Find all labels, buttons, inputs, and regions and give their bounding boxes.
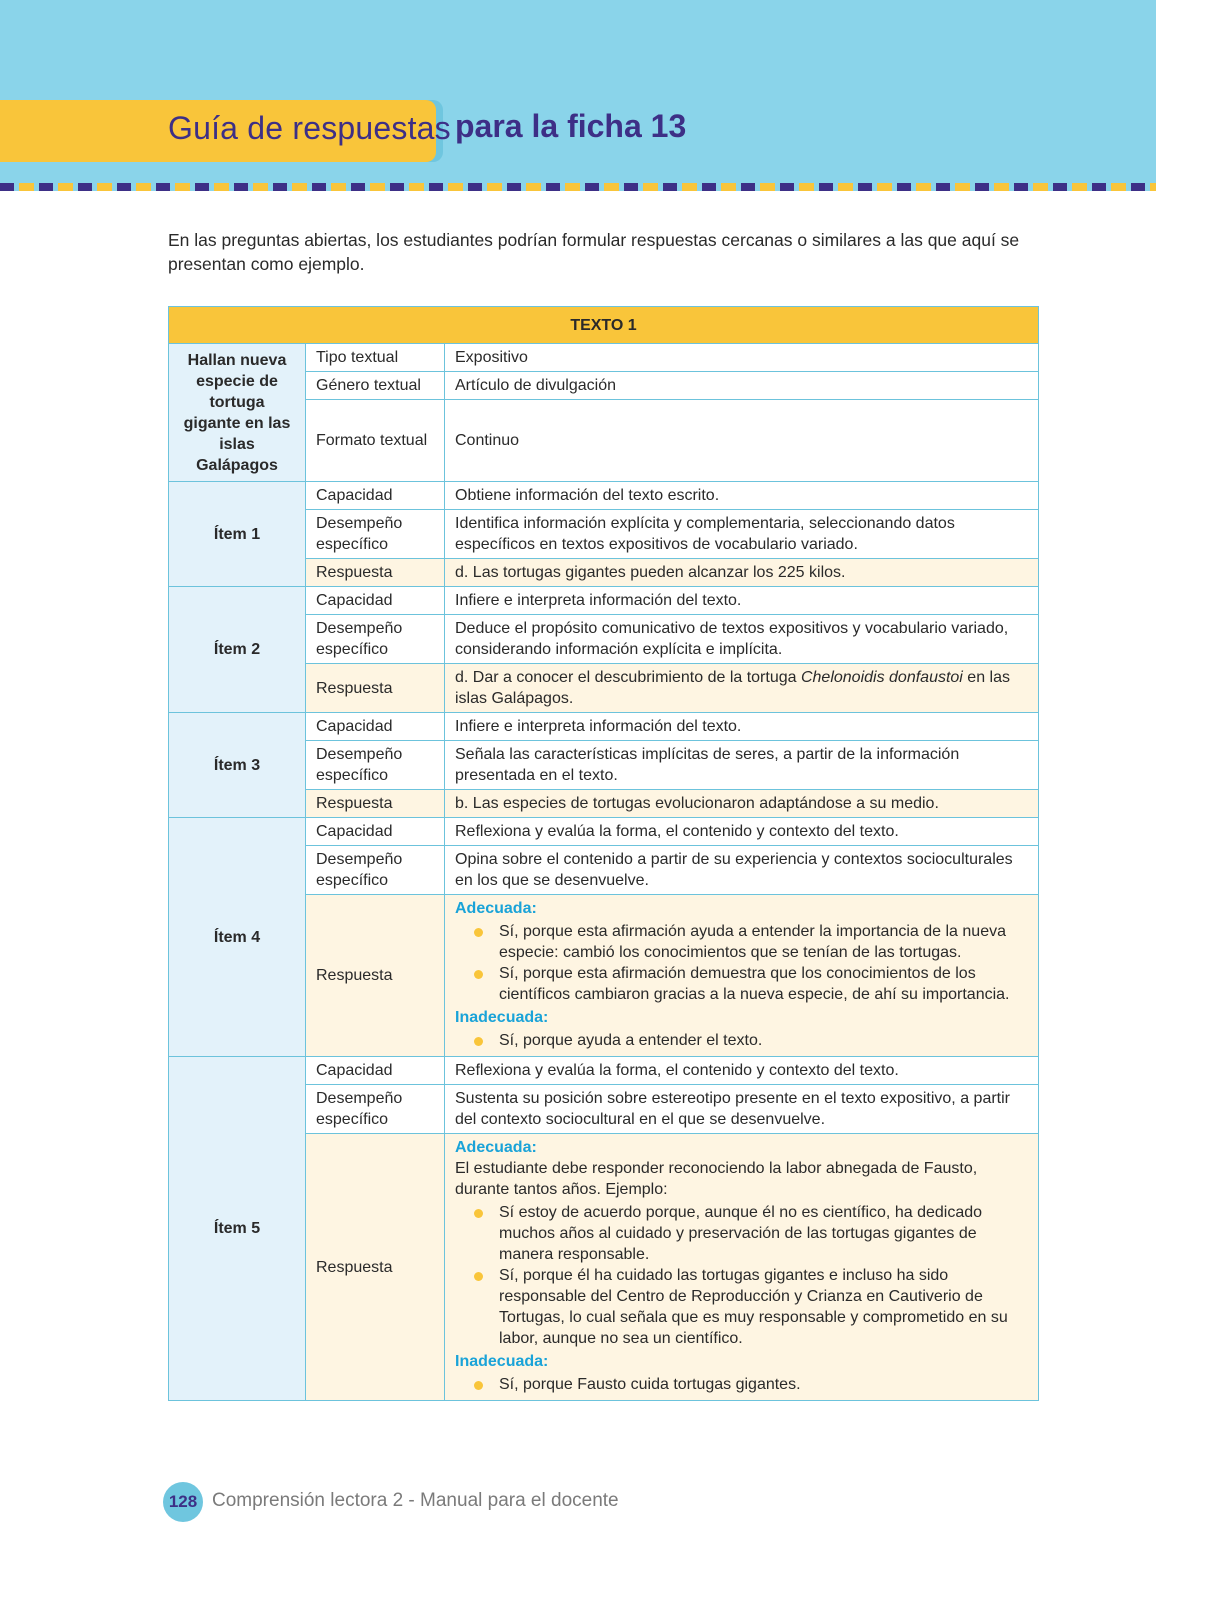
answer-guide-table xyxy=(168,306,1039,1401)
respuesta-value xyxy=(445,1134,1039,1401)
capacidad-value: Obtiene información del texto escrito. xyxy=(445,482,1039,510)
desempeno-label: Desempeño específico xyxy=(306,1085,445,1134)
respuesta-label: Respuesta xyxy=(306,790,445,818)
desempeno-label: Desempeño específico xyxy=(306,615,445,664)
row-value: Expositivo xyxy=(445,344,1039,372)
intro-paragraph: En las preguntas abiertas, los estudiantes podrían formular respuestas cercanas o similares a las que aquí se presentan como ejemplo. xyxy=(168,230,1020,274)
list-item: Sí, porque él ha cuidado las tortugas gigantes e incluso ha sido responsable del Centro de Reproducción y Crianza en Cautiverio de Tortugas, lo cual señala que es muy responsable y comprometido en su labor, aunque no sea un científico. xyxy=(455,1265,1028,1349)
respuesta-label: Respuesta xyxy=(306,1134,445,1401)
page-number-badge: 128 xyxy=(163,1482,203,1522)
capacidad-label: Capacidad xyxy=(306,1057,445,1085)
item-label: Ítem 2 xyxy=(169,587,306,713)
page-title-rest: para la ficha 13 xyxy=(455,108,687,144)
row-value: Artículo de divulgación xyxy=(445,372,1039,400)
capacidad-value: Infiere e interpreta información del texto. xyxy=(445,713,1039,741)
desempeno-label: Desempeño específico xyxy=(306,741,445,790)
row-label: Tipo textual xyxy=(306,344,445,372)
list-item: Sí, porque Fausto cuida tortugas gigantes. xyxy=(455,1374,1028,1395)
page-title-highlight: Guía de respuestas xyxy=(168,110,451,146)
adecuada-intro: El estudiante debe responder reconociendo la labor abnegada de Fausto, durante tantos años. Ejemplo: xyxy=(455,1160,978,1198)
capacidad-label: Capacidad xyxy=(306,587,445,615)
respuesta-value: d. Las tortugas gigantes pueden alcanzar los 225 kilos. xyxy=(445,559,1039,587)
item-label: Ítem 1 xyxy=(169,482,306,587)
footer-book-title: Comprensión lectora 2 - Manual para el docente xyxy=(212,1490,619,1511)
desempeno-value: Señala las características implícitas de seres, a partir de la información presentada en el texto. xyxy=(445,741,1039,790)
desempeno-label: Desempeño específico xyxy=(306,846,445,895)
respuesta-value xyxy=(445,895,1039,1057)
row-value: Continuo xyxy=(445,400,1039,482)
inadecuada-heading: Inadecuada: xyxy=(455,1009,549,1026)
desempeno-value: Deduce el propósito comunicativo de textos expositivos y vocabulario variado, considerando información explícita e implícita. xyxy=(445,615,1039,664)
adecuada-heading: Adecuada: xyxy=(455,1139,537,1156)
row-label: Formato textual xyxy=(306,400,445,482)
capacidad-label: Capacidad xyxy=(306,818,445,846)
dashed-divider xyxy=(0,183,1156,191)
inadecuada-heading: Inadecuada: xyxy=(455,1353,549,1370)
list-item: Sí, porque esta afirmación ayuda a entender la importancia de la nueva especie: cambió los conocimientos que se tenían de las tortugas. xyxy=(455,921,1028,963)
species-name: Chelonoidis donfaustoi xyxy=(800,669,963,686)
respuesta-label: Respuesta xyxy=(306,559,445,587)
capacidad-label: Capacidad xyxy=(306,482,445,510)
adecuada-list xyxy=(455,1202,1028,1349)
list-item: Sí, porque esta afirmación demuestra que los conocimientos de los científicos cambiaron gracias a la nueva especie, de ahí su importancia. xyxy=(455,963,1028,1005)
list-item: Sí estoy de acuerdo porque, aunque él no es científico, ha dedicado muchos años al cuidado y preservación de las tortugas gigantes de manera responsable. xyxy=(455,1202,1028,1265)
row-label: Género textual xyxy=(306,372,445,400)
desempeno-value: Identifica información explícita y complementaria, seleccionando datos específicos en textos expositivos de vocabulario variado. xyxy=(445,510,1039,559)
capacidad-value: Reflexiona y evalúa la forma, el contenido y contexto del texto. xyxy=(445,1057,1039,1085)
capacidad-value: Reflexiona y evalúa la forma, el contenido y contexto del texto. xyxy=(445,818,1039,846)
item-label: Ítem 4 xyxy=(169,818,306,1057)
desempeno-value: Sustenta su posición sobre estereotipo presente en el texto expositivo, a partir del contexto sociocultural en el que se desenvuelve. xyxy=(445,1085,1039,1134)
texto-heading: TEXTO 1 xyxy=(169,307,1039,344)
list-item: Sí, porque ayuda a entender el texto. xyxy=(455,1030,1028,1051)
respuesta-text: d. Dar a conocer el descubrimiento de la tortuga xyxy=(455,669,801,686)
table-row xyxy=(169,482,1039,510)
adecuada-heading: Adecuada: xyxy=(455,900,537,917)
item-label: Ítem 3 xyxy=(169,713,306,818)
adecuada-list xyxy=(455,921,1028,1005)
desempeno-value: Opina sobre el contenido a partir de su experiencia y contextos socioculturales en los que se desenvuelve. xyxy=(445,846,1039,895)
capacidad-value: Infiere e interpreta información del texto. xyxy=(445,587,1039,615)
table-header-row xyxy=(169,307,1039,344)
table-row xyxy=(169,713,1039,741)
item-label: Ítem 5 xyxy=(169,1057,306,1401)
respuesta-label: Respuesta xyxy=(306,895,445,1057)
text-title-cell: Hallan nueva especie de tortuga gigante en las islas Galápagos xyxy=(169,344,306,482)
respuesta-value xyxy=(445,664,1039,713)
respuesta-text: en las islas Galápagos. xyxy=(455,669,1010,707)
inadecuada-list xyxy=(455,1030,1028,1051)
table-row xyxy=(169,344,1039,372)
inadecuada-list xyxy=(455,1374,1028,1395)
table-row xyxy=(169,587,1039,615)
table-row xyxy=(169,818,1039,846)
capacidad-label: Capacidad xyxy=(306,713,445,741)
respuesta-value: b. Las especies de tortugas evolucionaron adaptándose a su medio. xyxy=(445,790,1039,818)
desempeno-label: Desempeño específico xyxy=(306,510,445,559)
respuesta-label: Respuesta xyxy=(306,664,445,713)
table-row xyxy=(169,1057,1039,1085)
